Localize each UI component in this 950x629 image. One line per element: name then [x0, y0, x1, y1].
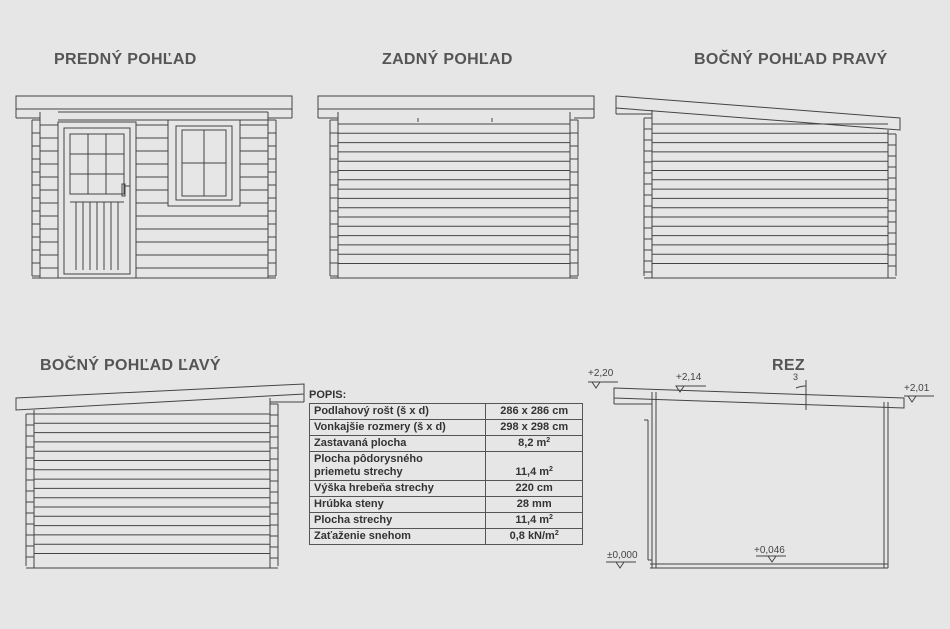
- level-top-left: +2,20: [588, 368, 614, 379]
- popis-row: [310, 513, 583, 529]
- popis-value: 0,8 $kN/m^2$: [486, 529, 583, 545]
- front-view-title: PREDNÝ POHĽAD: [54, 51, 197, 68]
- level-mark-floor-mid-arrow: [768, 556, 776, 562]
- front-view: [16, 96, 292, 278]
- level-floor-mid: +0,046: [754, 545, 785, 556]
- side-right-view: [616, 96, 900, 278]
- back-view: [318, 96, 594, 278]
- roof-fascia: [16, 96, 292, 109]
- popis-row: [310, 481, 583, 497]
- level-top-right: +2,01: [904, 383, 930, 394]
- back-view-title: ZADNÝ POHĽAD: [382, 51, 513, 68]
- level-mark-floor-arrow: [616, 562, 624, 568]
- popis-label: Plocha strechy: [310, 513, 486, 529]
- level-mark-top-right-arrow: [908, 396, 916, 402]
- side-right-view-title: BOČNÝ POHĽAD PRAVÝ: [694, 51, 888, 68]
- angle-arc: [796, 386, 806, 388]
- popis-title: POPIS:: [309, 389, 347, 401]
- level-mark-top-mid-arrow: [676, 386, 684, 392]
- popis-row: [310, 529, 583, 545]
- popis-value: 11,4 $m^2$: [486, 452, 583, 481]
- popis-row: [310, 452, 583, 481]
- section-view-title: REZ: [772, 357, 805, 374]
- popis-value: 286 x 286 cm: [486, 404, 583, 420]
- roof-fascia: [318, 96, 594, 109]
- side-left-view: [16, 384, 304, 568]
- popis-label: Podlahový rošt (š x d): [310, 404, 486, 420]
- popis-label: Hrúbka steny: [310, 497, 486, 513]
- popis-row: [310, 420, 583, 436]
- popis-label: Zastavaná plocha: [310, 436, 486, 452]
- popis-value: 8,2 $m^2$: [486, 436, 583, 452]
- popis-value: 298 x 298 cm: [486, 420, 583, 436]
- level-floor: ±0,000: [607, 550, 638, 561]
- roof-slope: [16, 384, 304, 410]
- popis-label: Zaťaženie snehom: [310, 529, 486, 545]
- roof-angle-label: 3: [793, 372, 799, 382]
- roof-slope: [616, 96, 900, 130]
- popis-label: Výška hrebeňa strechy: [310, 481, 486, 497]
- popis-row: [310, 436, 583, 452]
- popis-table: [309, 403, 583, 545]
- popis-label: Vonkajšie rozmery (š x d): [310, 420, 486, 436]
- door-window: [70, 134, 124, 194]
- section-view: [588, 380, 934, 568]
- popis-label: Plocha pôdorysného priemetu strechy: [310, 452, 486, 481]
- popis-value: 11,4 $m^2$: [486, 513, 583, 529]
- popis-value: 220 cm: [486, 481, 583, 497]
- popis-row: [310, 404, 583, 420]
- popis-row: [310, 497, 583, 513]
- roof-slab: [614, 388, 904, 408]
- level-top-mid: +2,14: [676, 372, 702, 383]
- popis-value: 28 mm: [486, 497, 583, 513]
- level-mark-top-left-arrow: [592, 382, 600, 388]
- side-left-view-title: BOČNÝ POHĽAD ĽAVÝ: [40, 357, 221, 374]
